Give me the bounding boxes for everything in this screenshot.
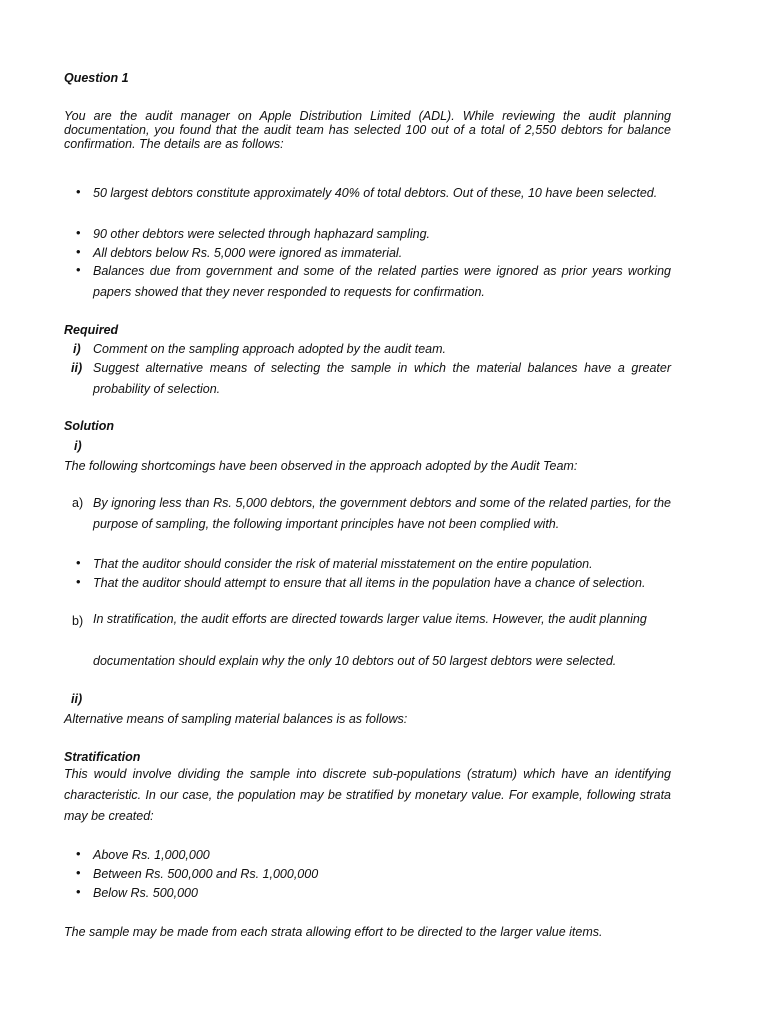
solution-part2-intro: Alternative means of sampling material balances is as follows:: [64, 712, 408, 726]
question-bullet: 50 largest debtors constitute approximately 40% of total debtors. Out of these, 10 have been selected.: [93, 186, 658, 200]
solution-a-bullet: That the auditor should consider the risk of material misstatement on the entire population.: [93, 557, 593, 571]
stratification-text: This would involve dividing the sample into discrete sub-populations (stratum) which have an identifying characteristic. In our case, the population may be stratified by monetary value. For example, following strata may be created:: [64, 767, 671, 823]
bullet-icon: •: [76, 184, 81, 199]
bullet-icon: •: [76, 225, 81, 240]
solution-b-text-line2: documentation should explain why the only 10 debtors out of 50 largest debtors were selected.: [93, 654, 617, 668]
strata-item: Above Rs. 1,000,000: [93, 848, 210, 862]
closing-text: The sample may be made from each strata allowing effort to be directed to the larger value items.: [64, 925, 603, 939]
solution-a-text: By ignoring less than Rs. 5,000 debtors, the government debtors and some of the related parties, for the purpose of sampling, the following important principles have not been complied with.: [93, 496, 671, 531]
solution-b-label: b): [72, 614, 84, 628]
bullet-icon: •: [76, 555, 81, 570]
question-bullet: All debtors below Rs. 5,000 were ignored as immaterial.: [93, 246, 403, 260]
bullet-icon: •: [76, 262, 81, 277]
strata-item: Between Rs. 500,000 and Rs. 1,000,000: [93, 867, 319, 881]
strata-item: Below Rs. 500,000: [93, 886, 198, 900]
question-bullet: 90 other debtors were selected through haphazard sampling.: [93, 227, 431, 241]
required-item-number: ii): [71, 361, 83, 375]
required-heading: Required: [64, 323, 119, 337]
bullet-icon: •: [76, 846, 81, 861]
required-item-text: Comment on the sampling approach adopted by the audit team.: [93, 342, 446, 356]
question-title: Question 1: [64, 71, 129, 85]
solution-heading: Solution: [64, 419, 114, 433]
bullet-icon: •: [76, 865, 81, 880]
solution-b-text-line1: In stratification, the audit efforts are directed towards larger value items. However, the audit planning: [93, 612, 647, 626]
bullet-icon: •: [76, 244, 81, 259]
required-item-number: i): [73, 342, 81, 356]
solution-part2-label: ii): [71, 692, 83, 706]
solution-a-label: a): [72, 496, 84, 510]
bullet-icon: •: [76, 574, 81, 589]
required-item-text: Suggest alternative means of selecting the sample in which the material balances have a greater probability of selection.: [93, 361, 671, 396]
solution-part1-intro: The following shortcomings have been observed in the approach adopted by the Audit Team:: [64, 459, 578, 473]
solution-a-bullet: That the auditor should attempt to ensure that all items in the population have a chance of selection.: [93, 576, 646, 590]
question-bullet: Balances due from government and some of the related parties were ignored as prior years working papers showed that they never responded to requests for confirmation.: [93, 264, 671, 299]
stratification-heading: Stratification: [64, 750, 141, 764]
question-intro: You are the audit manager on Apple Distribution Limited (ADL). While reviewing the audit planning documentation, you found that the audit team has selected 100 out of a total of 2,550 debtors for balance confirmation. The details are as follows:: [64, 109, 671, 151]
bullet-icon: •: [76, 884, 81, 899]
solution-part1-label: i): [74, 439, 82, 453]
